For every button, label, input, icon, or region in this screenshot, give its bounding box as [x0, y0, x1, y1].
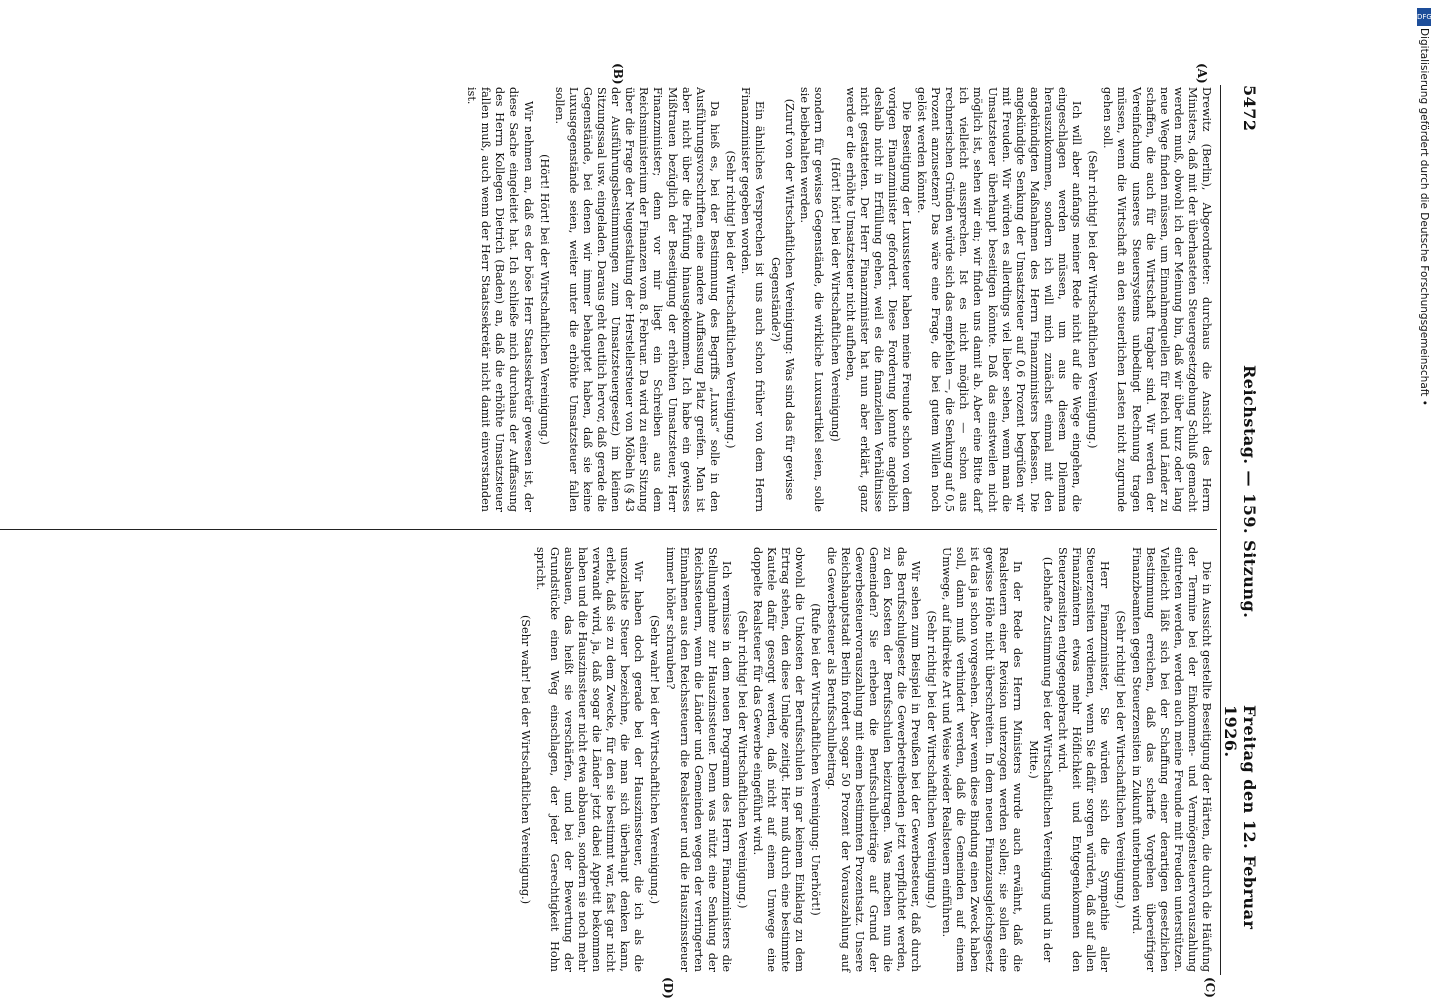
margin-marker-c: (C) — [1203, 977, 1217, 998]
interjection: (Hört! Hört! bei der Wirtschaftlichen Vereinigung.) — [537, 154, 551, 445]
interjection: (Sehr wahr! bei der Wirtschaftlichen Vereinigung.) — [518, 614, 532, 905]
interjection: (Sehr richtig! bei der Wirtschaftlichen Vereinigung.) — [736, 610, 749, 909]
paragraph: Wir nehmen an, daß es der böse Herr Staatssekretär gewesen ist, der diese Sache eingeleitet hat. Ich schließe mich durchaus der Auffassung des Herrn Kollegen Dietrich (Baden) an, daß die erhöhte Umsatzsteuer fallen muß, auch wenn der Herr Staatssekretär nicht damit einverstanden ist. — [465, 87, 535, 512]
paragraph: obwohl die Unkosten der Berufsschulen in gar keinem Einklang zu dem Ertrag stehen, den diese Umlage zeitigt. Hier muß durch eine bestimmte Kautele dafür gesorgt werden, daß nicht auf einem Umwege eine doppelte Realsteuer für das Gewerbe eingeführt wird. — [751, 547, 807, 972]
paragraph: Herr Finanzminister, Sie würden sich die Sympathie aller Steuerzensiten verdienen, wenn Sie dafür sorgen würden, daß auf allen Finanzämtern etwas mehr Höflichkeit und Entgegenkommen den Steuerzensiten entgegengebracht wird. — [1056, 547, 1112, 972]
page-number: 5472 — [1240, 85, 1259, 132]
column-divider — [0, 529, 1217, 530]
margin-marker-d: (D) — [661, 977, 675, 999]
paragraph: Ich will aber anfangs meiner Rede nicht auf die Wege eingehen, die eingeschlagen werden müssen, um aus diesem Dilemma herauszukommen, sondern ich will mich zunächst einmal mit den angekündigten Maßnahmen des Herrn Finanzministers befassen. Die angekündigte Senkung der Umsatzsteuer auf 0,6 Prozent begrüßen wir mit Freuden. Wir würden es allerdings viel lieber sehen, wenn man die Umsatzsteuer überhaupt beseitigen könnte. Daß das einstweilen nicht möglich ist, sehen wir ein; wir finden uns damit ab. Aber eine Bitte darf ich vielleicht aussprechen. Ist es nicht möglich — schon aus rechnerischen Gründen würde sich das empfehlen —, die Senkung auf 0,5 Prozent anzusetzen? Das wäre eine Frage, die bei gutem Willen noch gelöst werden könnte. — [915, 87, 1084, 512]
left-column — [463, 87, 1213, 512]
paragraph: Wir sehen zum Beispiel in Preußen bei der Gewerbesteuer, daß durch das Berufsschulgesetz die Gewerbetreibenden jetzt verpflichtet werden, zu den Kosten der Berufsschulen beizutragen. Was machen nun die Gemeinden? Sie erheben die Berufsschulbeiträge auf Grund der Gewerbesteuervorauszahlung mit einem bestimmten Prozentsatz. Unsere Reichshauptstadt Berlin fordert sogar 50 Prozent der Vorauszahlung auf die Gewerbesteuer als Berufsschulbeitrag. — [824, 547, 923, 972]
interjection: (Sehr richtig! bei der Wirtschaftlichen Vereinigung.) — [723, 150, 737, 449]
document-page — [0, 63, 1265, 999]
interjection: (Lebhafte Zustimmung bei der Wirtschaftlichen Vereinigung und in der Mitte.) — [1026, 556, 1054, 963]
credit-text: Digitalisierung gefördert durch die Deutsche Forschungsgemeinschaft • — [1418, 28, 1430, 406]
interjection: (Sehr richtig! bei der Wirtschaftlichen Vereinigung.) — [1086, 150, 1100, 449]
paragraph: Ein ähnliches Versprechen ist uns auch schon früher von dem Herrn Finanzminister gegeben worden. — [739, 87, 767, 512]
header-rule — [1220, 85, 1221, 975]
paragraph: In der Rede des Herrn Ministers wurde auch erwähnt, daß die Realsteuern einer Revision unterzogen werden sollen; sie sollen eine gewisse Höhe nicht überschreiten. In dem neuen Finanzausgleichsgesetz ist das ja schon vorgesehen. Aber wenn diese Bindung einen Zweck haben soll, dann muß verhindert werden, daß die Gemeinden auf einem Umwege, auf indirekte Art und Weise wieder Realsteuern einführen. — [940, 547, 1024, 972]
paragraph: Wir haben doch gerade bei der Hauszinssteuer, die ich als die unsozialste Steuer bezeichne, die man sich überhaupt denken kann, erlebt, daß sie zu dem Zwecke, für den sie bestimmt war, fast gar nicht verwandt wird, ja, daß sogar die Länder jetzt dabei Appetit bekommen haben und die Hauszinssteuer nicht etwa abbauen, sondern sie noch mehr ausbauen, das heißt sie verschärfen, und bei der Bewertung der Grundstücke einen Weg einschlagen, der jeder Gerechtigkeit Hohn spricht. — [533, 547, 646, 972]
margin-marker-b: (B) — [611, 63, 625, 85]
margin-marker-a: (A) — [1195, 63, 1209, 84]
session-title: Reichstag. — 159. Sitzung. — [1240, 365, 1259, 619]
right-column — [516, 547, 1214, 972]
interjection: (Zuruf von der Wirtschaftlichen Vereinigung: Was sind das für gewisse Gegenstände?) — [769, 98, 797, 501]
paragraph: sondern für gewisse Gegenstände, die wirkliche Luxusartikel seien, solle sie beibehalten werden. — [798, 87, 826, 512]
interjection: (Sehr richtig! bei der Wirtschaftlichen Vereinigung.) — [1114, 610, 1128, 909]
interjection: (Sehr richtig! bei der Wirtschaftlichen Vereinigung.) — [925, 610, 939, 909]
dfg-logo: DFG — [1417, 8, 1431, 26]
paragraph: Die Beseitigung der Luxussteuer haben meine Freunde schon von dem vorigen Finanzminister gefordert. Diese Forderung konnte angeblich deshalb nicht in Erfüllung gehen, weil es die finanziellen Verhältnisse nicht gestatteten. Der Herr Finanzminister hat nun aber erklärt, ganz werde er die erhöhte Umsatzsteuer nicht aufheben, — [843, 87, 914, 512]
dfg-credit — [1416, 8, 1432, 988]
interjection: (Rufe bei der Wirtschaftlichen Vereinigung: Unerhört!) — [809, 603, 823, 916]
session-date: Freitag den 12. Februar 1926. — [1221, 705, 1259, 930]
paragraph: Da hieß es, bei der Bestimmung des Begriffs „Luxus“ solle in den Ausführungsvorschriften eine andere Auffassung Platz greifen. Man ist aber nicht über die Prüfung hinausgekommen. Ich habe ein gewisses Mißtrauen bezüglich der Beseitigung der erhöhten Umsatzsteuer, Herr Finanzminister; denn vor mir liegt ein Schreiben aus dem Reichsministerium der Finanzen vom 8. Februar. Da wird zu einer Sitzung über die Frage der Neugestaltung der Herstellersteuer von Möbeln (§ 43 der Ausführungsbestimmungen zum Umsatzsteuergesetz) im kleinen Sitzungssaal usw. eingeladen. Daraus geht deutlich hervor, daß gerade die Gegenstände, bei denen wir immer behauptet haben, daß sie keine Luxusgegenstände seien, weiter unter die erhöhte Umsatzsteuer fallen sollen. — [552, 87, 721, 512]
interjection: (Sehr wahr! bei der Wirtschaftlichen Vereinigung.) — [648, 614, 662, 905]
paragraph: Ich vermisse in dem neuen Programm des Herrn Finanzministers die Stellungnahme zur Hauszinssteuer. Denn was nützt eine Senkung der Reichssteuern, wenn die Länder und Gemeinden wegen der verringerten Einnahmen aus den Reichssteuern die Realsteuer und die Hauszinssteuer immer höher schrauben? — [663, 547, 733, 972]
page-header — [1221, 85, 1265, 975]
interjection: (Hört! hört! bei der Wirtschaftlichen Vereinigung) — [828, 157, 842, 442]
paragraph: Die in Aussicht gestellte Beseitigung der Härten, die durch die Häufung der Termine bei der Einkommen- und Vermögensteuervorauszahlung eintreten werden, werden auch meine Freunde mit Freuden unterstützen. Vielleicht läßt sich bei der Schaffung einer derartigen gesetzlichen Bestimmung erreichen, daß das scharfe Vorgehen übereifriger Finanzbeamten gegen Steuerzensiten in Zukunft unterbunden wird. — [1129, 547, 1213, 972]
paragraph: Drewitz (Berlin), Abgeordneter: durchaus die Ansicht des Herrn Ministers, daß mit der überhasteten Steuergesetzgebung Schluß gemacht werden muß, obwohl ich der Meinung bin, daß wir über kurz oder lang neue Wege finden müssen, um Einnahmequellen für Reich und Länder zu schaffen, die auch für die Wirtschaft tragbar sind. Wir werden der Vereinfachung unseres Steuersystems unbedingt Rechnung tragen müssen, wenn die Wirtschaft an den steuerlichen Lasten nicht zugrunde gehen soll. — [1101, 87, 1213, 512]
